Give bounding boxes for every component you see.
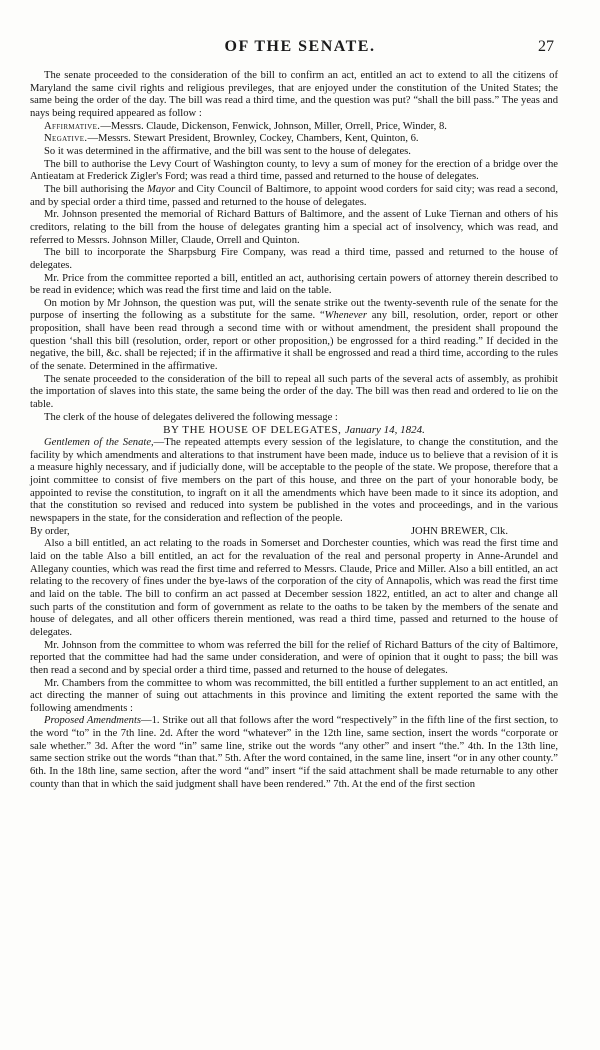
page-header	[0, 38, 600, 60]
paragraph-message-body: Gentlemen of the Senate,—The repeated attempts every session of the legislature, to change the constitution, and the facility by which amendments and alterations to that instrument have been made, induce us to believe that a revision of it is a measure highly necessary, and if judicially done, will be acceptable to the people of the state. We propose, therefore that a joint committee to consist of five members on the part of this house, and three on the part of your honorable body, be appointed to revise the constitution, to ingraft on it all the amendments which have been made to it since its adoption, and that the constitution so revised and reduced into system be published in the votes and proceedings, and in the various newspapers in the state, for the consideration and reflection of the people.	[30, 437, 558, 524]
message-heading: BY THE HOUSE OF DELEGATES, January 14, 1824.	[163, 424, 425, 437]
paragraph-affirmative-vote: Affirmative.—Messrs. Claude, Dickenson, Fenwick, Johnson, Miller, Orrell, Price, Winder, 8.	[44, 120, 447, 132]
page-number: 27	[538, 38, 554, 55]
amendments-label: Proposed Amendments	[44, 715, 142, 727]
paragraph-vote-result: So it was determined in the affirmative, and the bill was sent to the house of delegates.	[44, 145, 411, 157]
paragraph-negative-vote: Negative.—Messrs. Stewart President, Brownley, Cockey, Chambers, Kent, Quinton, 6.	[44, 133, 419, 145]
paragraph-proposed-amendments: Proposed Amendments—1. Strike out all that follows after the word “respectively” in the fifth line of the first section, to the word “to” in the 7th line. 2d. After the word “whatever” in the 12th line, same section, insert the words “corporate or sale whether.” 3d. After the word “in” same line, strike out the words “any other” and insert “the.” 4th. In the 13th line, same section strike out the words “than that.” 5th. After the word contained, in the same line, insert “or in any other county.” 6th. In the 18th line, same section, after the word “and” insert “if the said attachment shall be made returnable to any other county than that in which the said judgment shall have been rendered.” 7th. At the end of the first section	[30, 715, 558, 790]
paragraph-clerk-message: The clerk of the house of delegates delivered the following message :	[44, 411, 338, 423]
running-title: OF THE SENATE.	[224, 38, 376, 55]
paragraph-wood-corders-bill: The bill authorising the Mayor and City Council of Baltimore, to appoint wood corders for said city; was read a second, and by special order a third time, passed and returned to the house of delegates.	[30, 183, 558, 208]
message-date: January 14, 1824.	[344, 424, 425, 437]
paragraph-civil-rights-bill: The senate proceeded to the consideration of the bill to confirm an act, entitled an act to extend to all the citizens of Maryland the same civil rights and religious previleges, that are enjoyed under the constitution of the United States; the same being the order of the day. The bill was read a third time, and the question was put? “shall the bill pass.” The yeas and nays being required appeared as follow :	[30, 70, 558, 119]
clerk-name: JOHN BREWER, Clk.	[410, 525, 508, 537]
paragraph-slaves-bill: The senate proceeded to the consideration of the bill to repeal all such parts of the several acts of assembly, as prohibit the importation of slaves into this state, the same being the order of the day. The bill was then read and ordered to lie on the table.	[30, 373, 558, 411]
paragraph-powers-of-attorney: Mr. Price from the committee reported a bill, entitled an act, authorising certain powers of attorney therein described to be read in evidence; which was read the first time and laid on the table.	[30, 272, 558, 297]
page-body	[30, 70, 558, 791]
paragraph-batturs-relief: Mr. Johnson from the committee to whom was referred the bill for the relief of Richard Batturs of the city of Baltimore, reported that the committee had had the same under consideration, and were of opinion that it ought to pass; the bill was then read a second and by special order a third time, passed and returned to the house of delegates.	[30, 639, 558, 676]
paragraph-fire-company-bill: The bill to incorporate the Sharpsburg Fire Company, was read a third time, passed and returned to the house of delegates.	[30, 247, 558, 271]
negative-label: Negative.	[44, 133, 88, 145]
paragraph-rule-motion: On motion by Mr Johnson, the question was put, will the senate strike out the twenty-seventh rule of the senate for the purpose of inserting the following as a substitute for the same. “Whenever any bill, resolution, order, report or other proposition, shall have been read through a second time with or without amendment, the president shall propound the question ‘shall this bill (resolution, order, report or other proposition,) be engrossed for a third reading.” If decided in the negative, the bill, &c. shall be rejected; if in the affirmative it shall be engrossed and read a third time, according to the rules of the senate. Determined in the affirmative.	[30, 297, 558, 373]
paragraph-batturs-memorial: Mr. Johnson presented the memorial of Richard Batturs of Baltimore, and the assent of Luke Tiernan and others of his creditors, relating to the bill from the house of delegates granting him a special act of insolvency, which was read, and referred to Messrs. Johnson Miller, Claude, Orrell and Quinton.	[30, 209, 558, 246]
message-signature	[30, 526, 558, 539]
message-greeting: Gentlemen of the Senate,	[44, 437, 154, 449]
paragraph-attachments-bill: Mr. Chambers from the committee to whom was recommitted, the bill entitled a further supplement to an act entitled, an act directing the manner of suing out attachments in this province and limiting the extent reported the same with the following amendments :	[30, 677, 558, 714]
paragraph-roads-bills: Also a bill entitled, an act relating to the roads in Somerset and Dorchester counties, which was read the first time and laid on the table Also a bill entitled, an act for the revaluation of the real and personal property in Anne-Arundel and Allegany counties, which was read the first time and referred to Messrs. Claude, Price and Miller. Also a bill entitled, an act relating to the recovery of fines under the bye-laws of the corporation of the city of Annapolis, which was read the first time and laid on the table. The bill to confirm an act passed at December session 1822, entitled, an act to alter and change all such parts of the constitution and form of government as relate to the oaths to be taken by the members of the senate and house of delegates, and all other officers therein mentioned, was read a third time, passed and returned to the house of delegates.	[30, 538, 558, 638]
affirmative-label: Affirmative.	[44, 120, 101, 132]
by-order: By order,	[30, 525, 70, 537]
paragraph-bridge-bill: The bill to authorise the Levy Court of Washington county, to levy a sum of money for the erection of a bridge over the Antieatam at Frederick Zigler's Ford; was read a third time, passed and returned to the house of delegates.	[30, 158, 558, 183]
